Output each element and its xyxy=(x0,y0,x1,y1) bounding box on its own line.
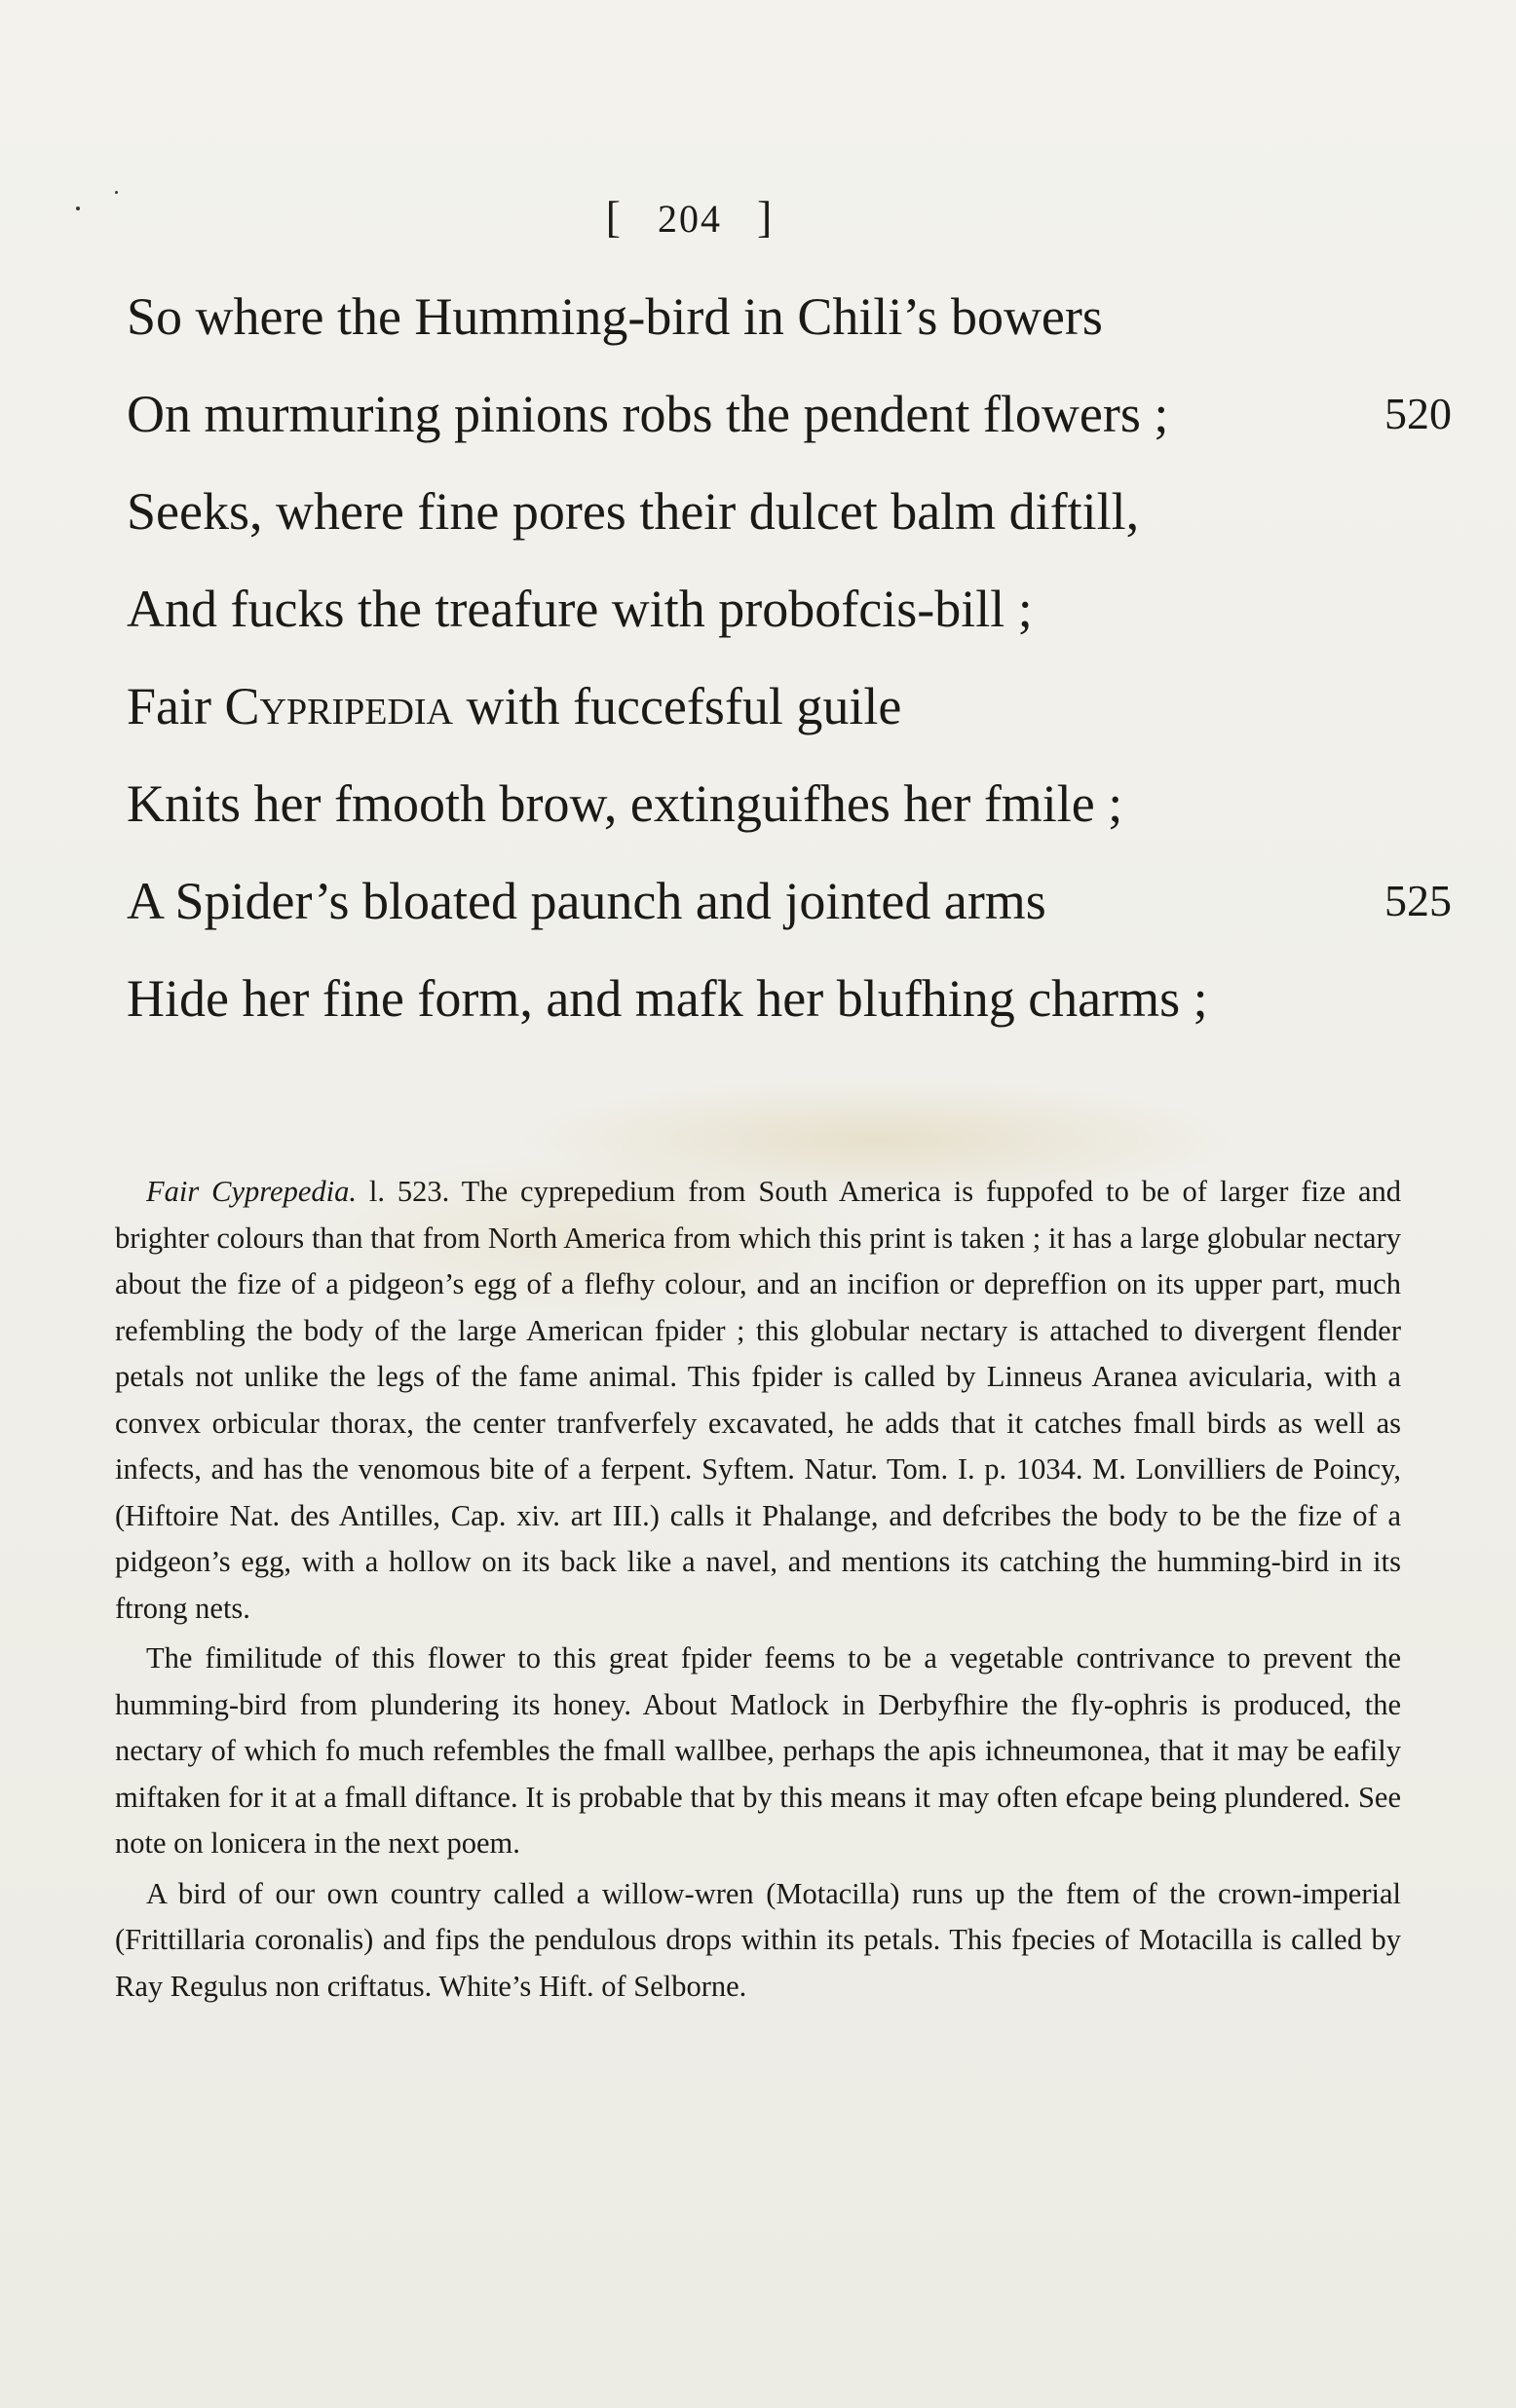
verse-line xyxy=(127,770,1452,867)
plant-name: Cypripedia xyxy=(224,677,453,735)
verse-text: Seeks, where fine pores their dulcet balm diftill, xyxy=(127,482,1140,541)
verse-text: So where the Humming-bird in Chili’s bowers xyxy=(127,287,1103,346)
verse-line xyxy=(127,867,1452,964)
verse-text: Knits her fmooth brow, extinguifhes her fmile ; xyxy=(127,774,1123,833)
right-bracket: ] xyxy=(757,192,775,242)
verse-block xyxy=(127,282,1452,1062)
footnote-heading: Fair Cyprepedia. xyxy=(146,1175,357,1208)
verse-text-pre: Fair xyxy=(127,677,225,735)
verse-line xyxy=(127,672,1452,770)
verse-line xyxy=(127,380,1452,477)
verse-line xyxy=(127,477,1452,575)
footnote-text: The fimilitude of this flower to this great fpider feems to be a vegetable contrivance to prevent the humming-bird from plundering its honey. About Matlock in Derbyfhire the fly-ophris is produced, the nectary of which fo much refembles the fmall wallbee, perhaps the apis ichneumonea, that it may be eafily miftaken for it at a fmall diftance. It is probable that by this means it may often efcape being plundered. See note on lonicera in the next poem. xyxy=(115,1641,1401,1860)
verse-text-post: with fuccefsful guile xyxy=(452,677,902,735)
verse-line xyxy=(127,964,1452,1062)
line-number: 520 xyxy=(1384,389,1452,438)
footnote-paragraph xyxy=(115,1871,1401,2011)
verse-text: And fucks the treafure with probofcis-bill ; xyxy=(127,580,1033,638)
verse-line xyxy=(127,282,1452,380)
footnote-text: A bird of our own country called a willow-wren (Motacilla) runs up the ftem of the crown-imperial (Frittillaria coronalis) and fips the pendulous drops within its petals. This fpecies of Motacilla is called by Ray Regulus non criftatus. White’s Hift. of Selborne. xyxy=(115,1876,1401,2003)
footnote-text: l. 523. The cyprepedium from South America is fuppofed to be of larger fize and brighter colours than that from North America from which this print is taken ; it has a large globular nectary about the fize of a pidgeon’s egg of a flefhy colour, and an incifion or depreffion on its upper part, much refembling the body of the large American fpider ; this globular nectary is attached to divergent flender petals not unlike the legs of the fame animal. This fpider is called by Linneus Aranea avicularia, with a convex orbicular thorax, the center tranfverfely excavated, he adds that it catches fmall birds as well as infects, and has the venomous bite of a ferpent. Syftem. Natur. Tom. I. p. 1034. M. Lonvilliers de Poincy, (Hiftoire Nat. des Antilles, Cap. xiv. art III.) calls it Phalange, and defcribes the body to be the fize of a pidgeon’s egg, with a hollow on its back like a navel, and mentions its catching the humming-bird in its ftrong nets. xyxy=(115,1175,1401,1625)
footnote-paragraph xyxy=(115,1636,1401,1867)
footnotes xyxy=(115,1169,1401,2010)
verse-text: On murmuring pinions robs the pendent flowers ; xyxy=(127,385,1169,443)
verse-line xyxy=(127,575,1452,672)
left-bracket: [ xyxy=(605,192,623,242)
page-number xyxy=(0,191,1448,243)
line-number: 525 xyxy=(1384,876,1452,925)
page-number-value: 204 xyxy=(658,197,722,241)
verse-text: A Spider’s bloated paunch and jointed arms xyxy=(127,872,1046,930)
verse-text: Hide her fine form, and mafk her blufhing charms ; xyxy=(127,969,1208,1028)
footnote-paragraph xyxy=(115,1169,1401,1632)
